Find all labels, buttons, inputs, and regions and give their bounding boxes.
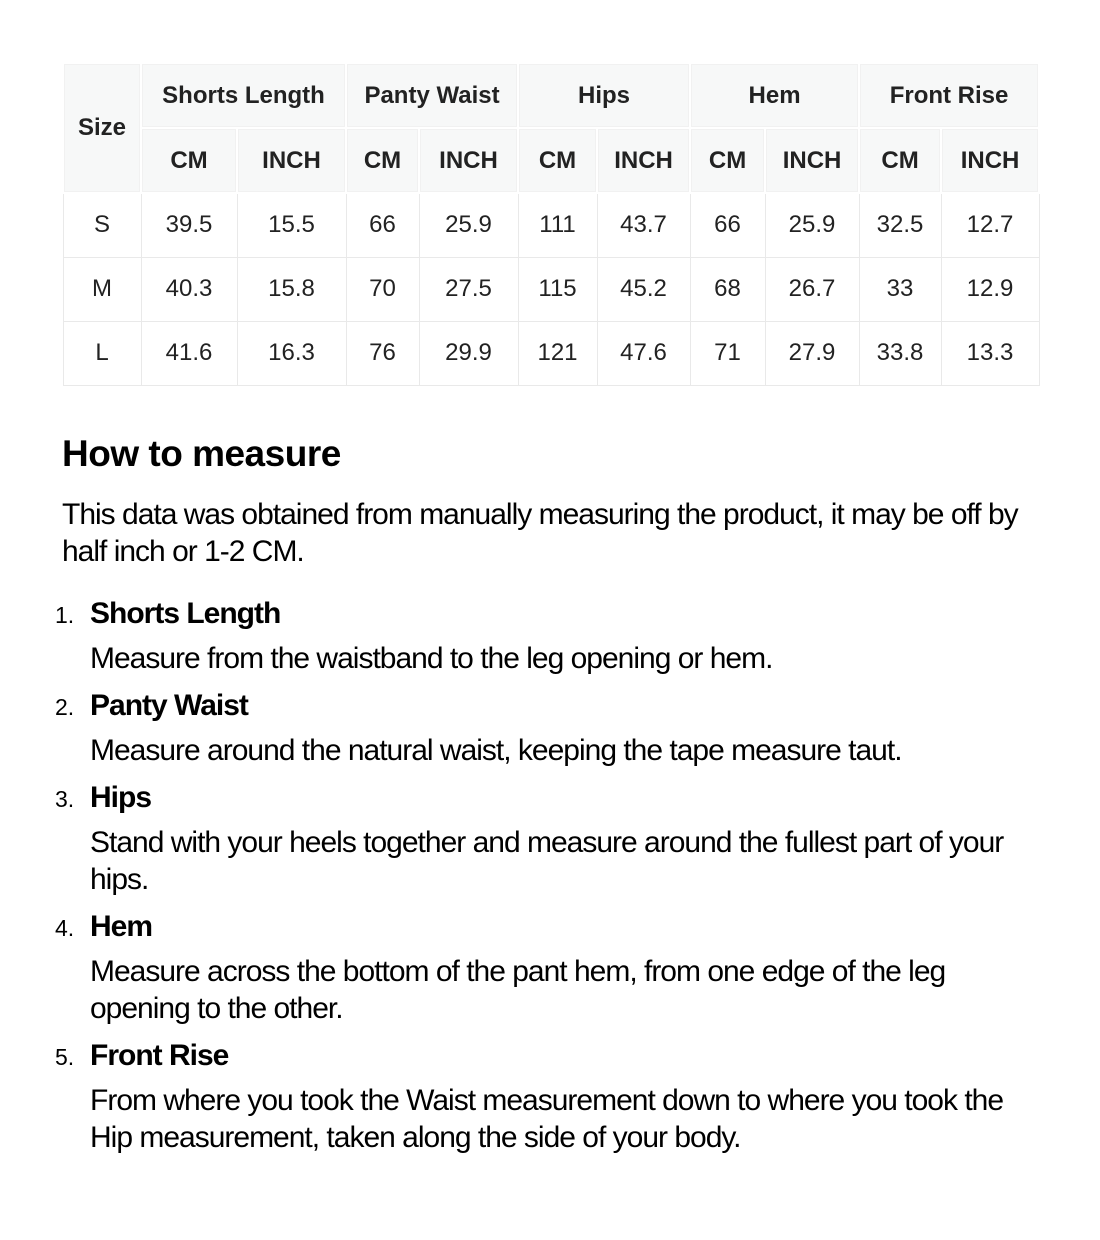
group-header-hips: Hips <box>518 63 690 128</box>
table-row-size-s <box>63 193 1039 257</box>
list-item-number: 2. <box>55 693 75 720</box>
list-item-description: From where you took the Waist measurement down to where you took the Hip measurement, taken along the side of your body. <box>90 1083 1004 1154</box>
size-column-header: Size <box>63 63 141 193</box>
measurement-cell: 32.5 <box>859 193 941 257</box>
measurement-cell: 15.8 <box>237 257 346 321</box>
group-header-front-rise: Front Rise <box>859 63 1039 128</box>
measurement-cell: 15.5 <box>237 193 346 257</box>
list-item-hem <box>55 909 1038 1027</box>
list-item-description: Measure across the bottom of the pant hem, from one edge of the leg opening to the other. <box>90 954 946 1025</box>
measurement-cell: 66 <box>690 193 765 257</box>
measurement-cell: 25.9 <box>419 193 518 257</box>
measurement-cell: 33 <box>859 257 941 321</box>
unit-header-row <box>63 128 1039 193</box>
measurement-cell: 40.3 <box>141 257 237 321</box>
size-cell: L <box>63 321 141 385</box>
list-item-number: 5. <box>55 1043 75 1070</box>
list-item-title: Shorts Length <box>90 596 281 630</box>
unit-header-inch: INCH <box>237 128 346 193</box>
measurement-cell: 68 <box>690 257 765 321</box>
list-item-shorts-length <box>55 596 1038 677</box>
measurement-cell: 16.3 <box>237 321 346 385</box>
unit-header-inch: INCH <box>941 128 1039 193</box>
size-chart-table <box>62 62 1040 386</box>
list-item-title: Panty Waist <box>90 688 248 722</box>
unit-header-cm: CM <box>346 128 419 193</box>
list-item-description: Measure from the waistband to the leg opening or hem. <box>90 641 773 675</box>
list-item-description: Measure around the natural waist, keeping the tape measure taut. <box>90 733 902 767</box>
table-row-size-m <box>63 257 1039 321</box>
size-cell: M <box>63 257 141 321</box>
unit-header-cm: CM <box>690 128 765 193</box>
list-item-description: Stand with your heels together and measure around the fullest part of your hips. <box>90 825 1004 896</box>
measurement-cell: 115 <box>518 257 597 321</box>
measurement-cell: 76 <box>346 321 419 385</box>
measurement-cell: 29.9 <box>419 321 518 385</box>
list-item-number: 4. <box>55 914 75 941</box>
measurement-cell: 33.8 <box>859 321 941 385</box>
measurement-cell: 12.7 <box>941 193 1039 257</box>
measure-intro-text: This data was obtained from manually measuring the product, it may be off by half inch or 1-2 CM. <box>62 497 1018 568</box>
measurement-cell: 43.7 <box>597 193 690 257</box>
measurement-cell: 12.9 <box>941 257 1039 321</box>
size-cell: S <box>63 193 141 257</box>
list-item-title: Hem <box>90 909 153 943</box>
measurement-cell: 39.5 <box>141 193 237 257</box>
list-item-title: Front Rise <box>90 1038 229 1072</box>
measurement-cell: 45.2 <box>597 257 690 321</box>
how-to-measure-heading: How to measure <box>62 432 341 474</box>
unit-header-inch: INCH <box>597 128 690 193</box>
list-item-number: 3. <box>55 785 75 812</box>
measurement-cell: 111 <box>518 193 597 257</box>
unit-header-inch: INCH <box>419 128 518 193</box>
measurement-cell: 47.6 <box>597 321 690 385</box>
group-header-shorts-length: Shorts Length <box>141 63 346 128</box>
measurement-cell: 71 <box>690 321 765 385</box>
measurement-cell: 121 <box>518 321 597 385</box>
unit-header-cm: CM <box>859 128 941 193</box>
list-item-panty-waist <box>55 688 1038 769</box>
measurement-cell: 41.6 <box>141 321 237 385</box>
list-item-hips <box>55 780 1038 898</box>
measurement-cell: 26.7 <box>765 257 859 321</box>
unit-header-cm: CM <box>518 128 597 193</box>
table-row-size-l <box>63 321 1039 385</box>
group-header-panty-waist: Panty Waist <box>346 63 518 128</box>
list-item-front-rise <box>55 1038 1038 1156</box>
measurement-cell: 25.9 <box>765 193 859 257</box>
measure-instructions-list <box>55 596 1038 1156</box>
measurement-cell: 66 <box>346 193 419 257</box>
list-item-title: Hips <box>90 780 152 814</box>
group-header-hem: Hem <box>690 63 859 128</box>
measurement-cell: 70 <box>346 257 419 321</box>
list-item-number: 1. <box>55 601 75 628</box>
group-header-row <box>63 63 1039 128</box>
unit-header-cm: CM <box>141 128 237 193</box>
measurement-cell: 27.5 <box>419 257 518 321</box>
measurement-cell: 27.9 <box>765 321 859 385</box>
measurement-cell: 13.3 <box>941 321 1039 385</box>
unit-header-inch: INCH <box>765 128 859 193</box>
